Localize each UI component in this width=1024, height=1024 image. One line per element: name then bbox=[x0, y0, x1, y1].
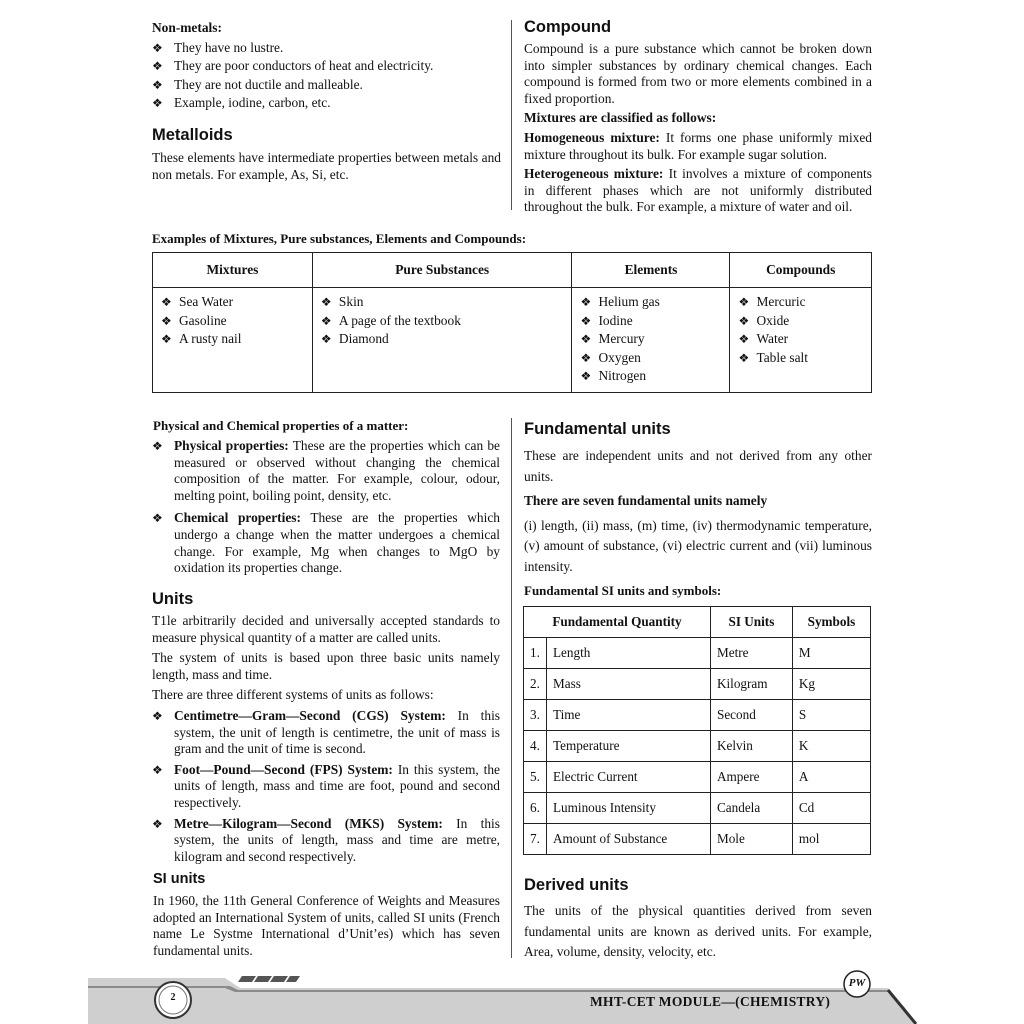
seven-units-heading: There are seven fundamental units namely bbox=[524, 493, 768, 508]
chemical-properties-label: Chemical properties: bbox=[174, 510, 301, 526]
physical-properties-text: These are the properties which can be measured or observed without changing the chemical composition of the matter. For example, colour, odour, melting point, boiling point, density, etc. bbox=[174, 438, 501, 503]
bullet-icon: ❖ bbox=[580, 332, 592, 347]
units-paragraph-3: There are three different systems of units as follows: bbox=[152, 687, 434, 703]
compound-heading: Compound bbox=[524, 18, 612, 36]
metalloids-text: These elements have intermediate properties between metals and non metals. For example, As, Si, etc. bbox=[152, 150, 501, 182]
si-table-row bbox=[524, 638, 871, 669]
examples-item-text: Oxygen bbox=[598, 349, 641, 365]
si-row-number: 5. bbox=[524, 762, 547, 793]
si-units-heading: SI units bbox=[153, 871, 206, 887]
examples-item-text: A rusty nail bbox=[179, 331, 242, 347]
derived-units-heading: Derived units bbox=[524, 876, 629, 894]
si-symbol-cell: A bbox=[792, 762, 870, 793]
bullet-icon: ❖ bbox=[320, 313, 332, 328]
cgs-system-item bbox=[152, 708, 500, 758]
si-table-row bbox=[524, 762, 871, 793]
examples-list-item bbox=[580, 349, 723, 368]
metalloids-heading: Metalloids bbox=[152, 126, 233, 144]
fundamental-units-text: These are independent units and not derived from any other units. bbox=[524, 448, 872, 484]
bullet-icon: ❖ bbox=[161, 313, 172, 328]
bullet-icon: ❖ bbox=[738, 295, 750, 309]
chemical-properties-item bbox=[152, 510, 500, 576]
examples-table-caption: Examples of Mixtures, Pure substances, Elements and Compounds: bbox=[152, 231, 527, 246]
bullet-icon: ❖ bbox=[580, 350, 592, 365]
bullet-icon: ❖ bbox=[580, 313, 592, 328]
examples-header-cell: Mixtures bbox=[153, 253, 313, 288]
cgs-system-text: In this system, the unit of length is centimetre, the unit of mass is gram and the unit of time is second. bbox=[174, 707, 501, 757]
examples-item-text: Nitrogen bbox=[598, 368, 647, 384]
si-symbol-cell: M bbox=[792, 638, 870, 669]
top-column-divider bbox=[511, 20, 512, 210]
bullet-icon: ❖ bbox=[580, 369, 592, 384]
mixtures-classified-heading: Mixtures are classified as follows: bbox=[524, 110, 717, 126]
examples-cell bbox=[153, 288, 313, 393]
si-symbol-cell: K bbox=[792, 731, 870, 762]
examples-item-text: Water bbox=[756, 331, 789, 347]
page-number: 2 bbox=[170, 992, 176, 1003]
heterogeneous-paragraph bbox=[524, 166, 872, 216]
bullet-icon: ❖ bbox=[738, 350, 750, 365]
footer-band bbox=[0, 968, 1024, 1024]
examples-list-item bbox=[321, 293, 566, 312]
bullet-icon: ❖ bbox=[738, 332, 750, 347]
si-symbol-cell: mol bbox=[792, 824, 870, 855]
examples-list-item bbox=[161, 312, 306, 331]
si-quantity-cell: Mass bbox=[547, 669, 711, 700]
nonmetals-heading: Non-metals: bbox=[152, 20, 222, 35]
examples-list-item bbox=[738, 312, 865, 331]
examples-list-item bbox=[580, 312, 723, 331]
si-unit-cell: Candela bbox=[710, 793, 792, 824]
examples-list-item bbox=[321, 312, 566, 331]
examples-item-text: Gasoline bbox=[179, 312, 227, 328]
si-unit-cell: Kelvin bbox=[710, 731, 792, 762]
heterogeneous-label: Heterogeneous mixture: bbox=[524, 166, 664, 182]
si-table-body bbox=[524, 638, 871, 855]
examples-cell bbox=[312, 288, 572, 393]
si-header-cell: Symbols bbox=[792, 607, 870, 638]
examples-list-item bbox=[580, 367, 723, 386]
chemical-properties-text: These are the properties which undergo a change when the matter undergoes a chemical change. For example, Mg when changes to MgO by oxidation its properties change. bbox=[174, 510, 500, 576]
bullet-icon: ❖ bbox=[320, 332, 332, 347]
si-table-row bbox=[524, 700, 871, 731]
si-table-caption: Fundamental SI units and symbols: bbox=[524, 583, 722, 598]
pw-logo-text: PW bbox=[848, 977, 866, 989]
si-header-cell: SI Units bbox=[710, 607, 792, 638]
nonmetals-item-text: They are not ductile and malleable. bbox=[174, 76, 363, 92]
fps-system-label: Foot—Pound—Second (FPS) System: bbox=[174, 761, 393, 777]
nonmetals-list-item bbox=[152, 76, 502, 95]
si-row-number: 1. bbox=[524, 638, 547, 669]
si-quantity-cell: Luminous Intensity bbox=[547, 793, 711, 824]
heterogeneous-text: It involves a mixture of components in different phases which are not uniformly distributed throughout the bulk. For example, a mixture of water and oil. bbox=[524, 166, 872, 215]
examples-item-text: Sea Water bbox=[179, 294, 234, 309]
examples-item-text: Skin bbox=[338, 294, 364, 309]
compound-section bbox=[524, 41, 872, 216]
si-row-number: 3. bbox=[524, 700, 547, 731]
examples-table-body-row bbox=[153, 288, 872, 393]
module-title: MHT-CET MODULE—(CHEMISTRY) bbox=[590, 994, 831, 1009]
nonmetals-section bbox=[152, 20, 502, 113]
examples-list-item bbox=[580, 293, 723, 312]
fundamental-units-heading: Fundamental units bbox=[524, 420, 671, 438]
examples-list-item bbox=[321, 330, 566, 349]
si-row-number: 2. bbox=[524, 669, 547, 700]
si-symbol-cell: Kg bbox=[792, 669, 870, 700]
fps-system-item bbox=[152, 762, 500, 812]
fundamental-units-section bbox=[524, 446, 872, 602]
bullet-icon: ❖ bbox=[580, 295, 592, 309]
derived-units-text: The units of the physical quantities derived from seven fundamental units are known as derived units. For example, Area, volume, density, velocity, etc. bbox=[524, 903, 872, 959]
nonmetals-item-text: They are poor conductors of heat and electricity. bbox=[174, 58, 434, 74]
units-heading: Units bbox=[152, 590, 194, 608]
si-unit-cell: Mole bbox=[710, 824, 792, 855]
si-quantity-cell: Electric Current bbox=[547, 762, 711, 793]
bullet-icon: ❖ bbox=[152, 762, 163, 777]
units-paragraph-2: The system of units is based upon three basic units namely length, mass and time. bbox=[152, 650, 500, 682]
bullet-icon: ❖ bbox=[152, 77, 163, 92]
mks-system-text: In this system, the units of length, mass and time are metre, kilogram and second respectively. bbox=[174, 815, 500, 864]
properties-heading: Physical and Chemical properties of a matter: bbox=[153, 418, 409, 433]
nonmetals-list-item bbox=[152, 94, 502, 113]
si-header-cell: Fundamental Quantity bbox=[524, 607, 711, 638]
si-quantity-cell: Amount of Substance bbox=[547, 824, 711, 855]
examples-header-cell: Elements bbox=[572, 253, 730, 288]
si-unit-cell: Ampere bbox=[710, 762, 792, 793]
examples-item-text: Diamond bbox=[338, 331, 389, 347]
bullet-icon: ❖ bbox=[161, 295, 172, 309]
nonmetals-item-text: Example, iodine, carbon, etc. bbox=[174, 95, 331, 111]
nonmetals-item-text: They have no lustre. bbox=[174, 39, 284, 55]
examples-item-text: Helium gas bbox=[598, 294, 660, 309]
bottom-column-divider bbox=[511, 418, 512, 958]
bullet-icon: ❖ bbox=[320, 295, 332, 309]
properties-list bbox=[152, 438, 500, 577]
bullet-icon: ❖ bbox=[152, 439, 163, 453]
examples-item-text: Oxide bbox=[756, 312, 790, 328]
bullet-icon: ❖ bbox=[152, 511, 163, 526]
homogeneous-paragraph bbox=[524, 130, 872, 163]
si-unit-cell: Second bbox=[710, 700, 792, 731]
examples-list-item bbox=[161, 293, 306, 312]
bullet-icon: ❖ bbox=[161, 332, 172, 347]
bullet-icon: ❖ bbox=[152, 708, 163, 723]
examples-list-item bbox=[738, 330, 865, 349]
seven-units-text: (i) length, (ii) mass, (m) time, (iv) thermodynamic temperature, (v) amount of substance, (vi) electric current and (vii) luminous intensity. bbox=[524, 517, 872, 574]
physical-properties-label: Physical properties: bbox=[174, 438, 289, 453]
examples-header-cell: Compounds bbox=[730, 253, 872, 288]
si-quantity-cell: Temperature bbox=[547, 731, 711, 762]
footer-stripes-icon bbox=[238, 976, 300, 982]
examples-table bbox=[152, 252, 872, 393]
si-quantity-cell: Time bbox=[547, 700, 711, 731]
physical-properties-item bbox=[152, 438, 500, 504]
si-row-number: 4. bbox=[524, 731, 547, 762]
mks-system-item bbox=[152, 816, 500, 866]
bullet-icon: ❖ bbox=[152, 59, 163, 74]
nonmetals-list-item bbox=[152, 57, 502, 76]
nonmetals-list bbox=[152, 39, 502, 113]
si-table-header-row bbox=[524, 607, 871, 638]
bullet-icon: ❖ bbox=[152, 96, 163, 111]
si-symbol-cell: Cd bbox=[792, 793, 870, 824]
si-table-row bbox=[524, 824, 871, 855]
si-quantity-cell: Length bbox=[547, 638, 711, 669]
si-row-number: 6. bbox=[524, 793, 547, 824]
examples-list-item bbox=[738, 349, 865, 368]
homogeneous-label: Homogeneous mixture: bbox=[524, 129, 660, 145]
cgs-system-label: Centimetre—Gram—Second (CGS) System: bbox=[174, 707, 446, 723]
si-unit-cell: Kilogram bbox=[710, 669, 792, 700]
examples-cell bbox=[730, 288, 872, 393]
si-unit-cell: Metre bbox=[710, 638, 792, 669]
fps-system-text: In this system, the units of length, mass and time are foot, pound and second respectively. bbox=[174, 761, 501, 810]
homogeneous-text: It forms one phase uniformly mixed mixture throughout its bulk. For example sugar solution. bbox=[524, 129, 872, 162]
units-section bbox=[152, 613, 500, 865]
bullet-icon: ❖ bbox=[152, 816, 163, 831]
examples-header-cell: Pure Substances bbox=[312, 253, 572, 288]
examples-list-item bbox=[161, 330, 306, 349]
examples-table-header-row bbox=[153, 253, 872, 288]
si-units-text: In 1960, the 11th General Conference of Weights and Measures adopted an International System of units, called SI units (French name Le Systme International d’Unit’es) which has seven fundamental units. bbox=[153, 893, 500, 958]
examples-cell bbox=[572, 288, 730, 393]
si-table-row bbox=[524, 731, 871, 762]
compound-text: Compound is a pure substance which cannot be broken down into simpler substances by ordinary chemical changes. Each compound is formed from two or more elements combined in a fixed proportion. bbox=[524, 41, 872, 106]
examples-item-text: A page of the textbook bbox=[338, 312, 461, 328]
examples-item-text: Mercuric bbox=[756, 294, 806, 309]
si-table-row bbox=[524, 669, 871, 700]
mks-system-label: Metre—Kilogram—Second (MKS) System: bbox=[174, 815, 443, 831]
bullet-icon: ❖ bbox=[152, 40, 163, 55]
examples-list-item bbox=[738, 293, 865, 312]
si-symbol-cell: S bbox=[792, 700, 870, 731]
examples-item-text: Table salt bbox=[756, 349, 808, 365]
examples-item-text: Iodine bbox=[598, 312, 633, 328]
examples-item-text: Mercury bbox=[598, 331, 645, 347]
examples-list-item bbox=[580, 330, 723, 349]
nonmetals-list-item bbox=[152, 39, 502, 58]
units-paragraph-1: T1le arbitrarily decided and universally accepted standards to measure physical quantity of a matter are called units. bbox=[152, 613, 500, 645]
si-units-table bbox=[523, 606, 871, 855]
si-table-row bbox=[524, 793, 871, 824]
si-row-number: 7. bbox=[524, 824, 547, 855]
bullet-icon: ❖ bbox=[738, 313, 750, 328]
